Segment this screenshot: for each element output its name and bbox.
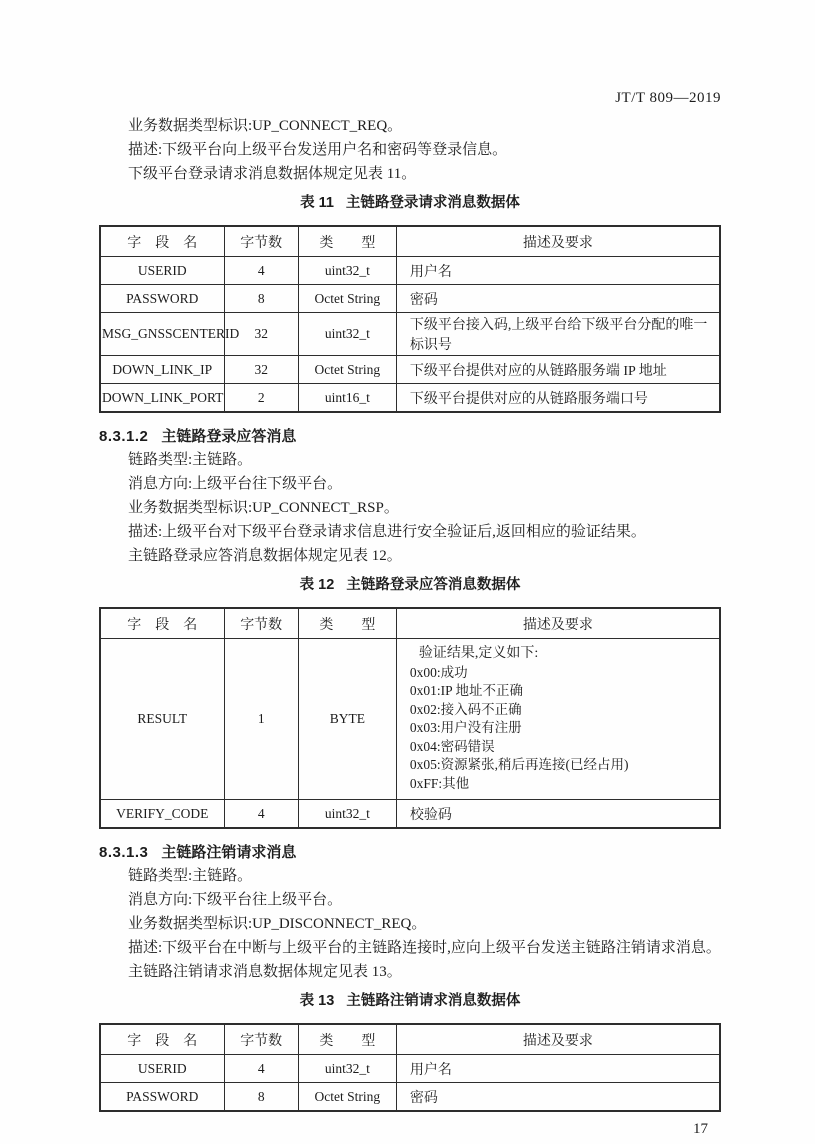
table-row xyxy=(100,356,720,384)
cell-type: uint16_t xyxy=(298,384,396,413)
column-header-type: 类 型 xyxy=(298,226,396,257)
column-header-bytes: 字节数 xyxy=(224,1024,298,1055)
desc-line: 0x03:用户没有注册 xyxy=(409,720,522,735)
cell-desc: 用户名 xyxy=(396,1055,720,1083)
cell-bytes: 8 xyxy=(224,1083,298,1112)
column-header-field: 字 段 名 xyxy=(100,1024,224,1055)
desc-line: 0x00:成功 xyxy=(409,664,468,680)
cell-bytes: 2 xyxy=(224,384,298,413)
section-heading-8312 xyxy=(99,426,721,447)
cell-bytes: 8 xyxy=(224,285,298,313)
body-text-line: 业务数据类型标识:UP_CONNECT_RSP。 xyxy=(128,500,399,516)
section-8313-paragraph xyxy=(99,864,721,984)
section-heading-8313 xyxy=(99,842,721,863)
cell-desc: 密码 xyxy=(396,285,720,313)
column-header-field: 字 段 名 xyxy=(100,608,224,639)
cell-field: PASSWORD xyxy=(100,1083,224,1112)
desc-line: 验证结果,定义如下: xyxy=(418,646,539,661)
cell-field: RESULT xyxy=(100,639,224,800)
table-row-result xyxy=(100,639,720,800)
cell-bytes: 4 xyxy=(224,1055,298,1083)
cell-type: Octet String xyxy=(298,356,396,384)
cell-type: uint32_t xyxy=(298,800,396,829)
section-number: 8.3.1.3 xyxy=(99,844,149,861)
standard-number-header: JT/T 809—2019 xyxy=(615,90,721,106)
table-12-caption-text: 主链路登录应答消息数据体 xyxy=(346,577,521,593)
column-header-bytes: 字节数 xyxy=(224,226,298,257)
table-11 xyxy=(99,225,721,413)
desc-line: 0x01:IP 地址不正确 xyxy=(409,683,523,698)
table-11-caption-label: 表 11 xyxy=(300,195,334,211)
cell-field: USERID xyxy=(100,257,224,285)
table-row xyxy=(100,285,720,313)
body-text-line: 消息方向:下级平台往上级平台。 xyxy=(128,892,343,908)
cell-bytes: 1 xyxy=(224,639,298,800)
table-12 xyxy=(99,607,721,829)
body-text-line: 链路类型:主链路。 xyxy=(128,452,253,468)
desc-line: 0x02:接入码不正确 xyxy=(409,701,522,717)
cell-desc: 下级平台接入码,上级平台给下级平台分配的唯一标识号 xyxy=(396,313,720,356)
cell-desc: 密码 xyxy=(396,1083,720,1112)
cell-type: BYTE xyxy=(298,639,396,800)
page-content xyxy=(99,0,721,1138)
table-12-caption xyxy=(99,575,721,596)
table-header-row xyxy=(100,226,720,257)
body-text-line: 业务数据类型标识:UP_CONNECT_REQ。 xyxy=(128,118,403,134)
section-title: 主链路注销请求消息 xyxy=(161,844,297,861)
cell-field: DOWN_LINK_PORT xyxy=(100,384,224,413)
section-8312-paragraph xyxy=(99,448,721,568)
table-header-row xyxy=(100,1024,720,1055)
cell-type: uint32_t xyxy=(298,1055,396,1083)
table-11-caption-text: 主链路登录请求消息数据体 xyxy=(345,195,520,211)
column-header-desc: 描述及要求 xyxy=(396,1024,720,1055)
cell-type: Octet String xyxy=(298,285,396,313)
section-number: 8.3.1.2 xyxy=(99,428,149,445)
body-text-line: 描述:下级平台在中断与上级平台的主链路连接时,应向上级平台发送主链路注销请求消息。 xyxy=(128,940,721,956)
cell-desc: 下级平台提供对应的从链路服务端口号 xyxy=(396,384,720,413)
desc-line: 0xFF:其他 xyxy=(409,775,470,791)
column-header-type: 类 型 xyxy=(298,608,396,639)
cell-bytes: 32 xyxy=(224,313,298,356)
cell-field: DOWN_LINK_IP xyxy=(100,356,224,384)
body-text-line: 描述:上级平台对下级平台登录请求信息进行安全验证后,返回相应的验证结果。 xyxy=(128,524,646,540)
desc-line: 0x05:资源紧张,稍后再连接(已经占用) xyxy=(409,757,629,772)
table-row xyxy=(100,257,720,285)
cell-field: USERID xyxy=(100,1055,224,1083)
cell-type: uint32_t xyxy=(298,313,396,356)
cell-desc: 下级平台提供对应的从链路服务端 IP 地址 xyxy=(396,356,720,384)
column-header-field: 字 段 名 xyxy=(100,226,224,257)
cell-desc: 校验码 xyxy=(396,800,720,829)
cell-field: MSG_GNSSCENTERID xyxy=(100,313,224,356)
body-text-line: 链路类型:主链路。 xyxy=(128,868,253,884)
table-13-caption-text: 主链路注销请求消息数据体 xyxy=(346,993,521,1009)
body-text-line: 下级平台登录请求消息数据体规定见表 11。 xyxy=(128,166,417,182)
cell-desc: 用户名 xyxy=(396,257,720,285)
body-text-line: 主链路注销请求消息数据体规定见表 13。 xyxy=(128,964,402,980)
body-text-line: 业务数据类型标识:UP_DISCONNECT_REQ。 xyxy=(128,916,427,932)
cell-type: uint32_t xyxy=(298,257,396,285)
intro-paragraph xyxy=(99,114,721,186)
cell-bytes: 4 xyxy=(224,257,298,285)
table-row xyxy=(100,1055,720,1083)
page-number: 17 xyxy=(693,1121,708,1137)
body-text-line: 主链路登录应答消息数据体规定见表 12。 xyxy=(128,548,402,564)
cell-bytes: 32 xyxy=(224,356,298,384)
table-row xyxy=(100,800,720,829)
table-12-caption-label: 表 12 xyxy=(299,577,335,593)
cell-field: PASSWORD xyxy=(100,285,224,313)
table-row xyxy=(100,313,720,356)
table-13-caption xyxy=(99,991,721,1012)
table-row xyxy=(100,1083,720,1112)
column-header-type: 类 型 xyxy=(298,1024,396,1055)
cell-field: VERIFY_CODE xyxy=(100,800,224,829)
section-title: 主链路登录应答消息 xyxy=(161,428,297,445)
cell-desc-multiline xyxy=(396,639,720,800)
desc-line: 0x04:密码错误 xyxy=(409,738,495,754)
cell-type: Octet String xyxy=(298,1083,396,1112)
cell-bytes: 4 xyxy=(224,800,298,829)
table-13 xyxy=(99,1023,721,1112)
table-11-caption xyxy=(99,193,721,214)
body-text-line: 消息方向:上级平台往下级平台。 xyxy=(128,476,343,492)
column-header-desc: 描述及要求 xyxy=(396,608,720,639)
table-row xyxy=(100,384,720,413)
table-header-row xyxy=(100,608,720,639)
column-header-bytes: 字节数 xyxy=(224,608,298,639)
body-text-line: 描述:下级平台向上级平台发送用户名和密码等登录信息。 xyxy=(128,142,508,158)
table-13-caption-label: 表 13 xyxy=(299,993,335,1009)
column-header-desc: 描述及要求 xyxy=(396,226,720,257)
